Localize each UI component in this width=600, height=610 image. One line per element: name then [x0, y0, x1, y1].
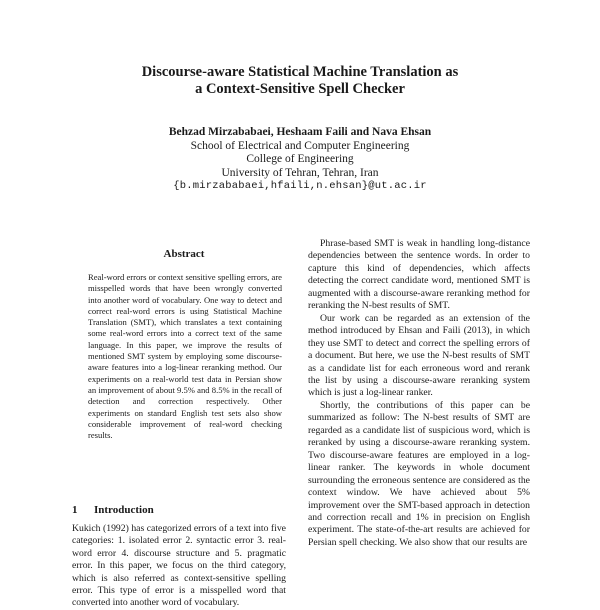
abstract-heading: Abstract: [163, 248, 205, 260]
author-names: Behzad Mirzababaei, Heshaam Faili and Nava Ehsan: [168, 126, 432, 138]
right-paragraph-1: Phrase-based SMT is weak in handling long-distance dependencies between the sentence words. In order to capture this kind of dependencies, which affects detecting the correct candidate word, mentioned SMT is augmented with a discourse-aware reranking method for reranking the N-best results of SMT.: [308, 238, 530, 312]
abstract-section: [86, 248, 282, 441]
section-number: 1: [72, 504, 78, 516]
title-line-1: Discourse-aware Statistical Machine Translation as: [141, 64, 459, 80]
right-column: [308, 238, 530, 549]
right-paragraph-3: Shortly, the contributions of this paper can be summarized as follow: The N-best results of SMT are regarded as a candidate list of suspicious word, which is reranked by using a discourse-aware reranking system. Two discourse-aware features are employed in a log-linear ranker. The keywords in whole document surrounding the erroneous sentence are considered as the context window. We have achieved about 5% improvement over the SMT-based approach in detection and correction recall and 1% in precision on English experiment. The state-of-the-art results are achieved for Persian spell checking. We also show that our results are: [308, 399, 530, 548]
paper-title: [60, 64, 540, 98]
abstract-text: Real-word errors or context sensitive spelling errors, are misspelled words that have been wrongly converted into another word of vocabulary. One way to detect and correct real-word errors is using Statistical Machine Translation (SMT), which translates a text containing some real-word errors into a correct text of the same language. In this paper, we improve the results of mentioned SMT system by employing some discourse-aware features into a log-linear reranking method. Our experiments on a real-world test data in Persian show an improvement of about 9.5% and 8.5% in the recall of detection and correction respectively. Other experiments on standard English test sets also show considerable improvement of real-word checking results.: [88, 272, 282, 441]
introduction-text: Kukich (1992) has categorized errors of a text into five categories: 1. isolated error 2. syntactic error 3. real-word error 4. discourse structure and 5. pragmatic error. In this paper, we focus on the third category, which is also referred as context-sensitive spelling error. This type of error is a misspelled word that converted into another word of vocabulary.: [72, 523, 286, 609]
title-line-2: a Context-Sensitive Spell Checker: [195, 81, 405, 97]
affiliation-line-2: College of Engineering: [246, 153, 354, 166]
right-paragraph-2: Our work can be regarded as an extension of the method introduced by Ehsan and Faili (2013), in which they use SMT to detect and correct the spelling errors of a document. But here, we use the N-best results of SMT as a candidate list for each erroneous word and rerank the list by using a discourse-aware reranking system which is just a log-linear ranker.: [308, 312, 530, 399]
author-email: {b.mirzababaei,hfaili,n.ehsan}@ut.ac.ir: [173, 180, 427, 193]
introduction-heading: [72, 504, 154, 516]
affiliation-line-1: School of Electrical and Computer Engineering: [190, 139, 410, 152]
author-block: [60, 126, 540, 194]
section-title: Introduction: [94, 504, 154, 516]
affiliation-line-3: University of Tehran, Tehran, Iran: [221, 166, 379, 179]
